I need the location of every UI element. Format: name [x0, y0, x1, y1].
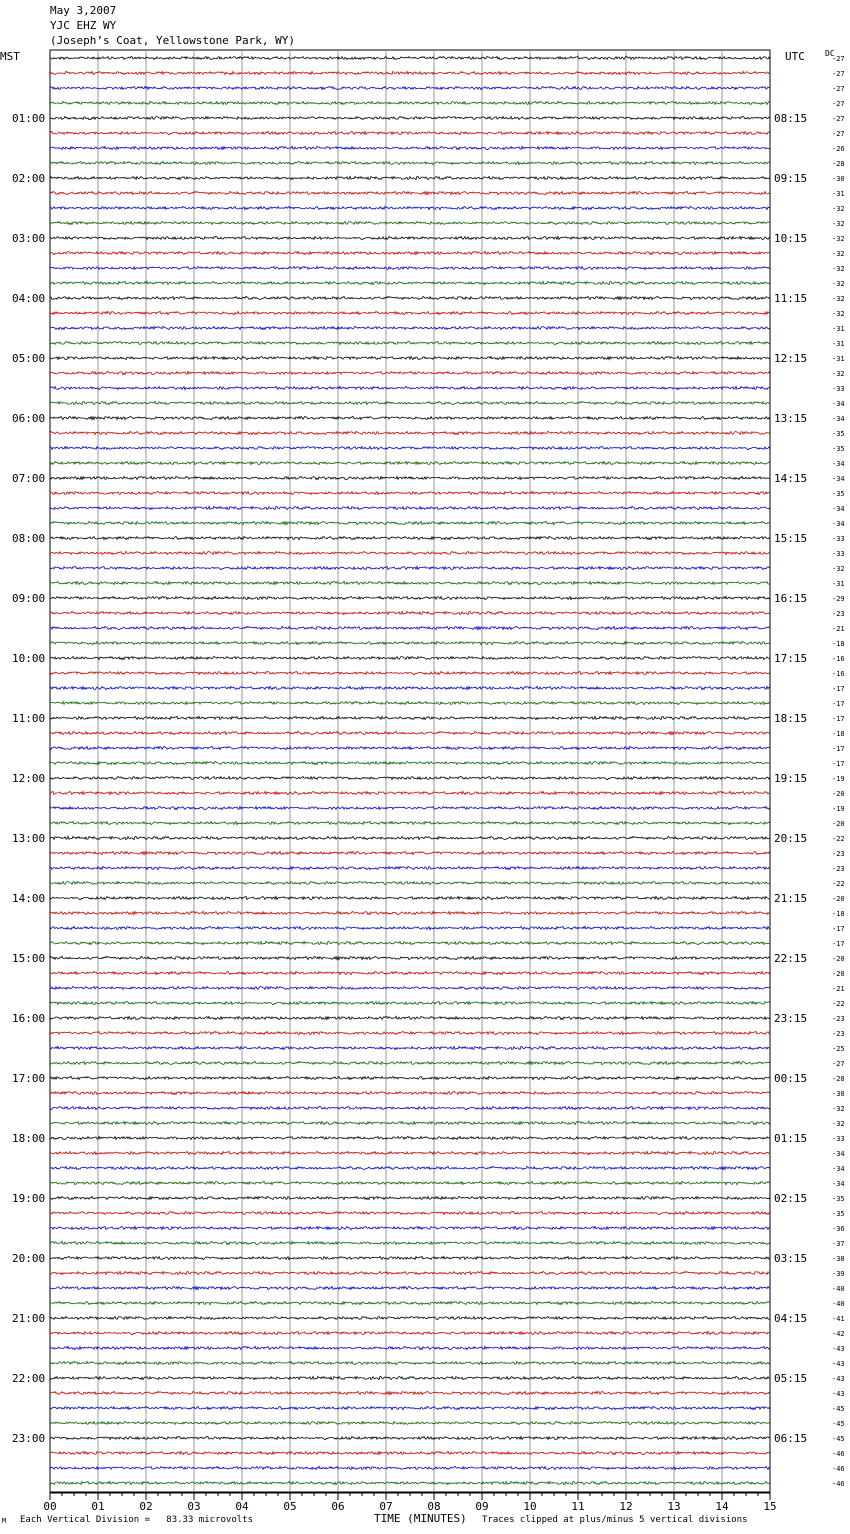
dc-offset-value: -27 [832, 115, 845, 123]
dc-offset-value: -16 [832, 655, 845, 663]
utc-hour-label: 01:15 [774, 1132, 808, 1145]
dc-offset-value: -29 [832, 595, 845, 603]
trace-row [50, 716, 770, 719]
trace-row [50, 971, 770, 974]
trace-row [50, 866, 770, 869]
trace-row [50, 356, 770, 359]
dc-offset-value: -22 [832, 835, 845, 843]
mst-hour-label: 12:00 [12, 772, 46, 785]
utc-hour-label: 09:15 [774, 172, 808, 185]
dc-offset-value: -35 [832, 1195, 845, 1203]
dc-offset-value: -27 [832, 85, 845, 93]
corner-mark: M [2, 1517, 7, 1525]
trace-row [50, 1286, 770, 1289]
utc-hour-label: 00:15 [774, 1072, 808, 1085]
x-tick-label: 09 [475, 1500, 489, 1513]
x-tick-label: 05 [283, 1500, 297, 1513]
utc-hour-label: 20:15 [774, 832, 808, 845]
trace-row [50, 956, 770, 959]
trace-row [50, 731, 770, 734]
trace-row [50, 566, 770, 569]
trace-row [50, 926, 770, 929]
dc-offset-value: -34 [832, 505, 845, 513]
x-tick-label: 03 [187, 1500, 201, 1513]
trace-row [50, 1226, 770, 1229]
utc-hour-label: 19:15 [774, 772, 808, 785]
dc-offset-value: -17 [832, 745, 845, 753]
dc-offset-value: -33 [832, 550, 845, 558]
trace-row [50, 1181, 770, 1184]
trace-row [50, 296, 770, 299]
plot-grid [50, 50, 770, 1493]
dc-offset-value: -32 [832, 265, 845, 273]
utc-hour-label: 13:15 [774, 412, 808, 425]
utc-hour-label: 02:15 [774, 1192, 808, 1205]
trace-row [50, 626, 770, 629]
trace-row [50, 476, 770, 479]
x-tick-label: 11 [571, 1500, 585, 1513]
utc-hour-label: 14:15 [774, 472, 808, 485]
utc-hour-label: 21:15 [774, 892, 808, 905]
station-location: (Joseph’s Coat, Yellowstone Park, WY) [50, 34, 296, 47]
x-tick-label: 14 [715, 1500, 729, 1513]
dc-offset-value: -39 [832, 1270, 845, 1278]
dc-offset-value: -34 [832, 1165, 845, 1173]
trace-row [50, 236, 770, 239]
mst-hour-label: 08:00 [12, 532, 46, 545]
mst-hour-label: 01:00 [12, 112, 46, 125]
trace-row [50, 686, 770, 689]
dc-offset-value: -17 [832, 700, 845, 708]
trace-row [50, 746, 770, 749]
dc-offset-value: -22 [832, 1000, 845, 1008]
dc-offset-value: -32 [832, 205, 845, 213]
dc-offset-value: -28 [832, 1075, 845, 1083]
trace-row [50, 191, 770, 194]
trace-row [50, 521, 770, 524]
dc-offset-value: -17 [832, 685, 845, 693]
dc-offset-value: -43 [832, 1360, 845, 1368]
dc-offset-value: -40 [832, 1300, 845, 1308]
trace-row [50, 1391, 770, 1394]
trace-row [50, 1301, 770, 1304]
trace-row [50, 1106, 770, 1109]
trace-row [50, 461, 770, 464]
dc-offset-value: -20 [832, 790, 845, 798]
trace-row [50, 416, 770, 419]
dc-offset-value: -19 [832, 805, 845, 813]
mst-hour-label: 02:00 [12, 172, 46, 185]
dc-offset-value: -45 [832, 1435, 845, 1443]
mst-hour-label: 17:00 [12, 1072, 46, 1085]
dc-offset-value: -32 [832, 250, 845, 258]
trace-row [50, 1376, 770, 1379]
trace-row [50, 1151, 770, 1154]
dc-offset-value: -27 [832, 100, 845, 108]
x-axis [43, 1492, 776, 1513]
trace-row [50, 1001, 770, 1004]
dc-offset-value: -35 [832, 1210, 845, 1218]
dc-offset-value: -22 [832, 880, 845, 888]
trace-row [50, 776, 770, 779]
trace-row [50, 221, 770, 224]
trace-row [50, 701, 770, 704]
dc-offset-value: -34 [832, 460, 845, 468]
utc-hour-label: 04:15 [774, 1312, 808, 1325]
dc-offset-value: -45 [832, 1420, 845, 1428]
trace-row [50, 206, 770, 209]
trace-row [50, 581, 770, 584]
dc-offset-value: -27 [832, 70, 845, 78]
dc-offset-value: -20 [832, 970, 845, 978]
mst-hour-label: 14:00 [12, 892, 46, 905]
dc-offset-value: -23 [832, 1030, 845, 1038]
trace-row [50, 1436, 770, 1439]
trace-row [50, 1451, 770, 1454]
x-tick-label: 08 [427, 1500, 441, 1513]
dc-offset-value: -26 [832, 145, 845, 153]
trace-row [50, 326, 770, 329]
dc-offset-value: -17 [832, 940, 845, 948]
x-axis-title: TIME (MINUTES) [374, 1512, 467, 1525]
mst-hour-label: 13:00 [12, 832, 46, 845]
dc-offset-value: -32 [832, 370, 845, 378]
mst-hour-label: 20:00 [12, 1252, 46, 1265]
trace-row [50, 656, 770, 659]
scale-note: Each Vertical Division = 83.33 microvolts [20, 1515, 253, 1525]
utc-hour-label: 22:15 [774, 952, 808, 965]
dc-offset-value: -18 [832, 910, 845, 918]
utc-hour-label: 06:15 [774, 1432, 808, 1445]
seismic-traces [50, 56, 770, 1484]
dc-offset-value: -25 [832, 1045, 845, 1053]
dc-offset-value: -31 [832, 340, 845, 348]
dc-offset-value: -32 [832, 295, 845, 303]
dc-offset-value: -35 [832, 490, 845, 498]
trace-row [50, 446, 770, 449]
trace-row [50, 371, 770, 374]
dc-offset-value: -38 [832, 1255, 845, 1263]
dc-offset-value: -27 [832, 130, 845, 138]
dc-offset-value: -46 [832, 1450, 845, 1458]
trace-row [50, 761, 770, 764]
trace-row [50, 401, 770, 404]
dc-offset-value: -16 [832, 670, 845, 678]
dc-offset-value: -34 [832, 475, 845, 483]
trace-row [50, 791, 770, 794]
trace-row [50, 1346, 770, 1349]
dc-offset-value: -34 [832, 400, 845, 408]
dc-offset-value: -17 [832, 715, 845, 723]
dc-offset-value: -32 [832, 235, 845, 243]
mst-hour-label: 09:00 [12, 592, 46, 605]
trace-row [50, 161, 770, 164]
trace-row [50, 1076, 770, 1079]
station-code: YJC EHZ WY [50, 19, 117, 32]
dc-offset-value: -43 [832, 1375, 845, 1383]
dc-offset-value: -32 [832, 565, 845, 573]
trace-row [50, 311, 770, 314]
mst-hour-label: 23:00 [12, 1432, 46, 1445]
trace-row [50, 431, 770, 434]
dc-offset-value: -18 [832, 640, 845, 648]
mst-hour-label: 07:00 [12, 472, 46, 485]
dc-offset-value: -31 [832, 325, 845, 333]
utc-hour-label: 03:15 [774, 1252, 808, 1265]
trace-row [50, 1241, 770, 1244]
trace-row [50, 551, 770, 554]
trace-row [50, 1331, 770, 1334]
dc-offset-value: -34 [832, 1180, 845, 1188]
trace-row [50, 281, 770, 284]
trace-row [50, 986, 770, 989]
x-tick-label: 06 [331, 1500, 345, 1513]
dc-offset-value: -34 [832, 1150, 845, 1158]
trace-row [50, 596, 770, 599]
x-tick-label: 13 [667, 1500, 681, 1513]
dc-offset-value: -23 [832, 865, 845, 873]
dc-offset-value: -32 [832, 280, 845, 288]
dc-offset-value: -20 [832, 820, 845, 828]
trace-row [50, 1361, 770, 1364]
dc-offset-value: -27 [832, 55, 845, 63]
dc-offset-value: -46 [832, 1480, 845, 1488]
dc-offset-value: -43 [832, 1345, 845, 1353]
mst-hour-label: 03:00 [12, 232, 46, 245]
right-axis-label: UTC [785, 50, 805, 63]
trace-row [50, 266, 770, 269]
utc-hour-label: 17:15 [774, 652, 808, 665]
mst-hour-label: 16:00 [12, 1012, 46, 1025]
trace-row [50, 116, 770, 119]
x-tick-label: 07 [379, 1500, 393, 1513]
x-tick-label: 15 [763, 1500, 777, 1513]
utc-hour-label: 11:15 [774, 292, 808, 305]
x-tick-label: 10 [523, 1500, 537, 1513]
dc-offset-value: -27 [832, 1060, 845, 1068]
dc-offset-value: -37 [832, 1240, 845, 1248]
utc-hour-label: 12:15 [774, 352, 808, 365]
trace-row [50, 86, 770, 89]
mst-hour-label: 15:00 [12, 952, 46, 965]
trace-row [50, 1196, 770, 1199]
dc-offset-value: -33 [832, 535, 845, 543]
x-tick-label: 04 [235, 1500, 249, 1513]
dc-offset-value: -33 [832, 1135, 845, 1143]
trace-row [50, 821, 770, 824]
trace-row [50, 176, 770, 179]
dc-offset-labels [832, 55, 845, 1488]
trace-row [50, 896, 770, 899]
mst-hour-label: 18:00 [12, 1132, 46, 1145]
dc-offset-value: -31 [832, 355, 845, 363]
trace-row [50, 806, 770, 809]
trace-row [50, 641, 770, 644]
trace-row [50, 611, 770, 614]
x-tick-label: 02 [139, 1500, 153, 1513]
dc-offset-value: -30 [832, 175, 845, 183]
dc-offset-value: -45 [832, 1405, 845, 1413]
trace-row [50, 851, 770, 854]
dc-offset-value: -23 [832, 1015, 845, 1023]
trace-row [50, 941, 770, 944]
dc-offset-value: -30 [832, 1090, 845, 1098]
dc-offset-value: -23 [832, 850, 845, 858]
dc-offset-value: -34 [832, 415, 845, 423]
utc-hour-label: 23:15 [774, 1012, 808, 1025]
trace-row [50, 671, 770, 674]
trace-row [50, 1031, 770, 1034]
dc-offset-value: -32 [832, 1105, 845, 1113]
trace-row [50, 1481, 770, 1484]
trace-row [50, 341, 770, 344]
trace-row [50, 1421, 770, 1424]
trace-row [50, 1016, 770, 1019]
utc-hour-label: 08:15 [774, 112, 808, 125]
dc-offset-value: -21 [832, 985, 845, 993]
mst-hour-label: 10:00 [12, 652, 46, 665]
utc-hour-label: 16:15 [774, 592, 808, 605]
trace-row [50, 146, 770, 149]
dc-offset-value: -17 [832, 760, 845, 768]
dc-offset-value: -31 [832, 580, 845, 588]
dc-offset-value: -20 [832, 895, 845, 903]
dc-label: DC [825, 49, 835, 58]
left-axis-label: MST [0, 50, 20, 63]
dc-offset-value: -32 [832, 220, 845, 228]
dc-offset-value: -17 [832, 925, 845, 933]
trace-row [50, 1121, 770, 1124]
trace-row [50, 1316, 770, 1319]
trace-row [50, 131, 770, 134]
dc-offset-value: -28 [832, 160, 845, 168]
trace-row [50, 881, 770, 884]
dc-offset-value: -32 [832, 1120, 845, 1128]
dc-offset-value: -35 [832, 445, 845, 453]
dc-offset-value: -23 [832, 610, 845, 618]
trace-row [50, 1046, 770, 1049]
dc-offset-value: -33 [832, 385, 845, 393]
dc-offset-value: -20 [832, 955, 845, 963]
clip-note: Traces clipped at plus/minus 5 vertical divisions [482, 1515, 748, 1525]
dc-offset-value: -19 [832, 775, 845, 783]
dc-offset-value: -41 [832, 1315, 845, 1323]
dc-offset-value: -34 [832, 520, 845, 528]
mst-hour-label: 06:00 [12, 412, 46, 425]
dc-offset-value: -31 [832, 190, 845, 198]
trace-row [50, 251, 770, 254]
dc-offset-value: -42 [832, 1330, 845, 1338]
dc-offset-value: -36 [832, 1225, 845, 1233]
trace-row [50, 1256, 770, 1259]
utc-hour-label: 18:15 [774, 712, 808, 725]
trace-row [50, 836, 770, 839]
dc-offset-value: -32 [832, 310, 845, 318]
mst-hour-label: 19:00 [12, 1192, 46, 1205]
trace-row [50, 101, 770, 104]
dc-offset-value: -46 [832, 1465, 845, 1473]
trace-row [50, 911, 770, 914]
trace-row [50, 1406, 770, 1409]
trace-row [50, 536, 770, 539]
trace-row [50, 1466, 770, 1469]
utc-hour-label: 15:15 [774, 532, 808, 545]
trace-row [50, 1091, 770, 1094]
dc-offset-value: -35 [832, 430, 845, 438]
dc-offset-value: -40 [832, 1285, 845, 1293]
utc-hour-label: 10:15 [774, 232, 808, 245]
plot-frame [50, 50, 770, 1493]
dc-offset-value: -43 [832, 1390, 845, 1398]
trace-row [50, 1166, 770, 1169]
trace-row [50, 56, 770, 59]
x-tick-label: 00 [43, 1500, 57, 1513]
trace-row [50, 71, 770, 74]
dc-offset-value: -18 [832, 730, 845, 738]
chart-date: May 3,2007 [50, 4, 117, 17]
mst-hour-label: 11:00 [12, 712, 46, 725]
trace-row [50, 491, 770, 494]
mst-hour-label: 22:00 [12, 1372, 46, 1385]
trace-row [50, 1136, 770, 1139]
trace-row [50, 386, 770, 389]
mst-hour-label: 04:00 [12, 292, 46, 305]
trace-row [50, 1061, 770, 1064]
mst-hour-label: 21:00 [12, 1312, 46, 1325]
trace-row [50, 506, 770, 509]
x-tick-label: 01 [91, 1500, 105, 1513]
mst-hour-label: 05:00 [12, 352, 46, 365]
trace-row [50, 1211, 770, 1214]
dc-offset-value: -21 [832, 625, 845, 633]
trace-row [50, 1271, 770, 1274]
x-tick-label: 12 [619, 1500, 633, 1513]
utc-hour-label: 05:15 [774, 1372, 808, 1385]
